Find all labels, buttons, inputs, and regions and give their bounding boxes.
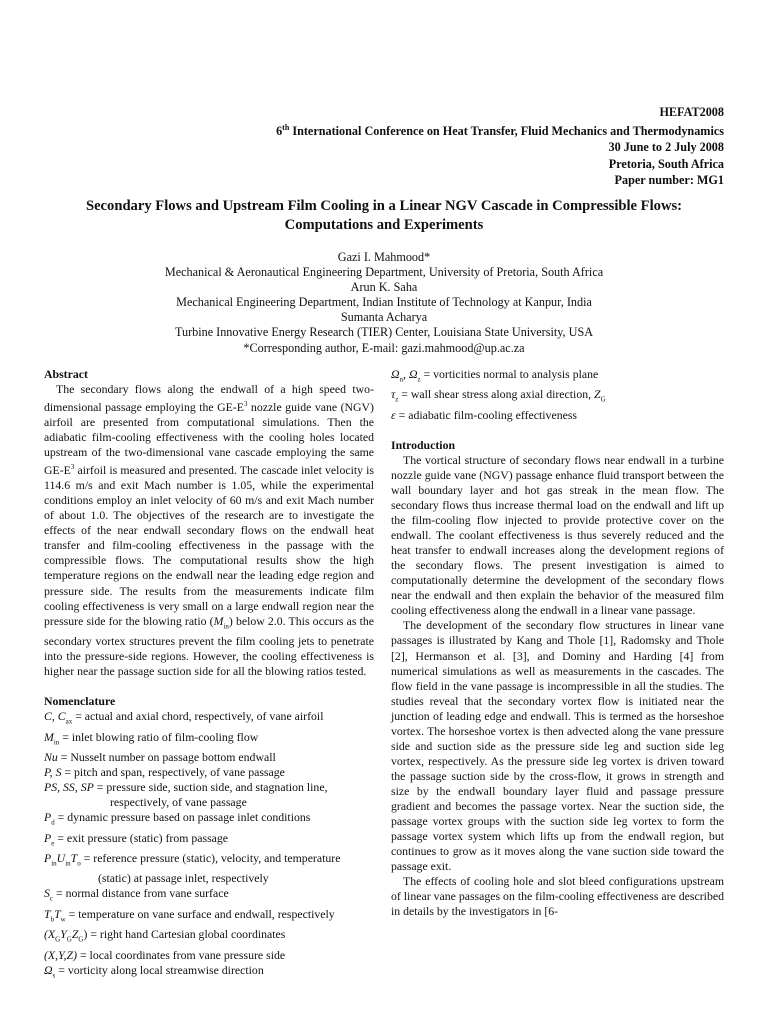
- nomenclature-list: [44, 709, 374, 983]
- right-column: [391, 367, 724, 919]
- paper-number: Paper number: MG1: [614, 172, 724, 187]
- nomenclature-item: $\tau_z$ = wall shear stress along axial direction, $Z_G$: [391, 387, 606, 404]
- abstract-heading: Abstract: [44, 367, 88, 381]
- nomenclature-item: $(X_GY_GZ_G)$ = right hand Cartesian global coordinates: [44, 927, 286, 944]
- conference-id: HEFAT2008: [659, 105, 724, 119]
- nomenclature-item: P, S = pitch and span, respectively, of vane passage: [44, 765, 285, 780]
- author-name: Arun K. Saha: [350, 280, 418, 295]
- nomenclature-item: PS, SS, SP = pressure side, suction side, and stagnation line,: [44, 780, 328, 795]
- nomenclature-item: Nu = Nusselt number on passage bottom endwall: [44, 750, 276, 764]
- left-column: [44, 367, 374, 983]
- symbol-definitions: [391, 367, 724, 423]
- introduction-heading: Introduction: [391, 437, 456, 452]
- nomenclature-item-continued: (static) at passage inlet, respectively: [98, 871, 269, 886]
- nomenclature-item: $T_bT_w$ = temperature on vane surface and endwall, respectively: [44, 906, 335, 924]
- nomenclature-item: C, $C_{ax}$ = actual and axial chord, respectively, of vane airfoil: [44, 709, 324, 726]
- nomenclature-item: $\Omega_n$, $\Omega_z$ = vorticities normal to analysis plane: [391, 367, 599, 384]
- author-name: Sumanta Acharya: [340, 310, 428, 325]
- nomenclature-item-continued: respectively, of vane passage: [110, 795, 247, 810]
- introduction-paragraph: The development of the secondary flow structures in linear vane passages is illustrated by Kang and Thole [1], Radomsky and Thole [2], Hermanson et al. [3], and Dominy and Harding [4] from numerical simulations as well as measurements in the cascades. The flow field in the vane passage is incompressible in all the studies. The studies reveal that the secondary vortex flow is initiated near the junction of leading edge and endwall. This is termed as the horseshoe vortex. The horseshoe vortex is then advected along the vane pressure side and suction side as the pressure side leg and suction side leg vortex, respectively. As the pressure side leg vortex is driven toward the passage suction side by the cross-flow, it grows in strength and size by the endwall boundary layer fluid and passage pressure gradient and becomes the passage vortex. Near the suction side, the passage vortex groups with the suction side leg vortex to form the passage vortex system which lifts up from the endwall region, but continues to grow as it moves along the vane suction side toward the passage exit.: [391, 618, 724, 874]
- nomenclature-item: ε = adiabatic film-cooling effectiveness: [391, 407, 578, 422]
- author-name: Gazi I. Mahmood*: [337, 250, 431, 264]
- corresponding-author: *Corresponding author, E-mail: gazi.mahmood@up.ac.za: [243, 340, 525, 355]
- nomenclature-item: $\Omega_s$ = vorticity along local streamwise direction: [44, 962, 264, 980]
- abstract-text: The secondary flows along the endwall of a high speed two-dimensional passage employing the $GE-E^3$ nozzle guide vane (NGV) airfoil are presented from computational simulations. Then the adiabatic film-cooling effectiveness with the cooling holes located upstream of the two-dimensional vane cascade employing the same $GE-E^3$ airfoil is measured and presented. The cascade inlet velocity is 114.6 m/s and exit Mach number is 1.05, while the experimental conditions employ an inlet velocity of 60 m/s and exit Mach number of about 1.0. The objectives of the research are to investigate the effects of the near endwall secondary flows on the endwall heat transfer and film-cooling effectiveness in the passage with the compressible flows. The computational results show the high temperature regions on the endwall near the leading edge region and pressure side. The results from the measurements indicate film cooling effectiveness is very small on a large endwall region near the pressure side for the blowing ratio $(M_{in})$ below 2.0. This occurs as the secondary vortex structures prevent the film cooling jets to penetrate into the pressure-side regions. However, the cooling effectiveness is higher near the passage suction side for all the blowing ratios tested.: [44, 382, 375, 679]
- author-block: [40, 250, 728, 356]
- nomenclature-item: (X,Y,Z) = local coordinates from vane pressure side: [44, 947, 286, 962]
- nomenclature-item: $M_{in}$ = inlet blowing ratio of film-cooling flow: [44, 729, 259, 746]
- author-affiliation: Turbine Innovative Energy Research (TIER) Center, Louisiana State University, USA: [174, 325, 594, 340]
- nomenclature-item: $P_{in}U_{in}T_o$ = reference pressure (static), velocity, and temperature: [44, 851, 341, 868]
- conference-header: [124, 104, 724, 188]
- introduction-paragraph: The vortical structure of secondary flows near endwall in a turbine nozzle guide vane (NGV) passage enhance fluid transport between the wall boundary layer and hot gas streak in the mean flow. The secondary flows thus increase thermal load on the endwall and lift up the film-cooling flow injected to provide protective cover on the endwall. The coolant effectiveness is thus severely reduced and the heat transfer to endwall increases along the development regions of the secondary flows. The present investigation is aimed to computationally determine the development of the secondary flows near the endwall and then explain the behavior of the measured film cooling effectiveness along the endwall in a linear vane passage.: [391, 452, 724, 618]
- nomenclature-item: $P_d$ = dynamic pressure based on passage inlet conditions: [44, 810, 311, 827]
- nomenclature-item: $P_e$ = exit pressure (static) from passage: [44, 830, 229, 847]
- conference-name: 6th International Conference on Heat Transfer, Fluid Mechanics and Thermodynamics: [276, 123, 724, 139]
- author-affiliation: Mechanical & Aeronautical Engineering Department, University of Pretoria, South Africa: [164, 265, 604, 280]
- conference-dates: 30 June to 2 July 2008: [608, 140, 724, 155]
- introduction-paragraph: The effects of cooling hole and slot bleed configurations upstream of linear vane passages on the film-cooling effectiveness are described in details by the investigators in [6-: [391, 874, 724, 919]
- nomenclature-item: $S_c$ = normal distance from vane surface: [44, 886, 229, 903]
- conference-location: Pretoria, South Africa: [608, 156, 724, 171]
- paper-title: Secondary Flows and Upstream Film Cooling in a Linear NGV Cascade in Compressible Flows: Computations and Experiments: [85, 198, 683, 233]
- author-affiliation: Mechanical Engineering Department, Indian Institute of Technology at Kanpur, India: [176, 295, 592, 310]
- nomenclature-heading: Nomenclature: [44, 694, 116, 709]
